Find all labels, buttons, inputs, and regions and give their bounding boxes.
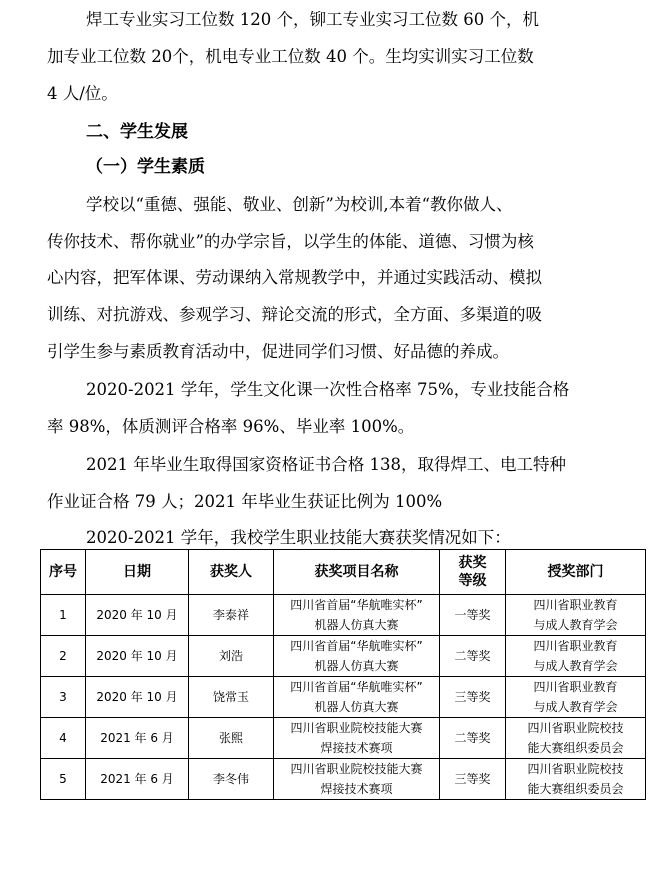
header-winner: 获奖人 xyxy=(189,550,274,595)
cell-line: 四川省职业院校技能大赛 xyxy=(290,762,423,776)
cell-line: 四川省首届“华航唯实杯” xyxy=(290,639,423,653)
cell-dept xyxy=(506,677,646,718)
table-row xyxy=(41,677,646,718)
cell-no: 1 xyxy=(41,595,86,636)
cell-line: 四川省职业院校技能大赛 xyxy=(290,721,423,735)
text-line: 2020-2021 学年，学生文化课一次性合格率 75%，专业技能合格 xyxy=(86,380,570,399)
cell-line: 四川省职业教育 xyxy=(533,680,618,694)
text-line: 心内容，把军体课、劳动课纳入常规教学中，并通过实践活动、模拟 xyxy=(47,268,542,287)
text-line: 传你技术、帮你就业”的办学宗旨，以学生的体能、道德、习惯为核 xyxy=(47,232,534,251)
cell-line: 能大赛组织委员会 xyxy=(527,741,624,755)
cell-line: 四川省首届“华航唯实杯” xyxy=(290,680,423,694)
text-line: 引学生参与素质教育活动中，促进同学们习惯、好品德的养成。 xyxy=(47,342,509,361)
table-intro: 2020-2021 学年，我校学生职业技能大赛获奖情况如下： xyxy=(86,528,511,547)
cell-level: 三等奖 xyxy=(440,759,506,800)
cell-line: 焊接技术赛项 xyxy=(320,741,393,755)
cell-project xyxy=(274,636,440,677)
table-row xyxy=(41,718,646,759)
header-project: 获奖项目名称 xyxy=(274,550,440,595)
header-level xyxy=(440,550,506,595)
cell-dept xyxy=(506,595,646,636)
cell-dept xyxy=(506,636,646,677)
section-heading: 二、学生发展 xyxy=(86,122,188,142)
header-dept: 授奖部门 xyxy=(506,550,646,595)
cell-winner: 李冬伟 xyxy=(189,759,274,800)
cell-dept xyxy=(506,718,646,759)
cell-line: 与成人教育学会 xyxy=(533,618,618,632)
header-no: 序号 xyxy=(41,550,86,595)
cell-level: 一等奖 xyxy=(440,595,506,636)
text-line: 率 98%，体质测评合格率 96%、毕业率 100%。 xyxy=(47,417,415,436)
cell-date: 2020 年 10 月 xyxy=(86,595,189,636)
text-line: 焊工专业实习工位数 120 个，铆工专业实习工位数 60 个，机 xyxy=(86,10,539,29)
table-row xyxy=(41,759,646,800)
header-level-line: 等级 xyxy=(458,573,487,589)
cell-date: 2020 年 10 月 xyxy=(86,636,189,677)
cell-date: 2021 年 6 月 xyxy=(86,759,189,800)
cell-level: 三等奖 xyxy=(440,677,506,718)
cell-winner: 李泰祥 xyxy=(189,595,274,636)
cell-no: 4 xyxy=(41,718,86,759)
text-line: 作业证合格 79 人；2021 年毕业生获证比例为 100% xyxy=(47,492,443,511)
text-line: 学校以“重德、强能、敬业、创新”为校训,本着“教你做人、 xyxy=(86,195,513,214)
cell-dept xyxy=(506,759,646,800)
subsection-heading: （一）学生素质 xyxy=(86,157,205,177)
table-header-row xyxy=(41,550,646,595)
cell-project xyxy=(274,718,440,759)
header-date: 日期 xyxy=(86,550,189,595)
cell-project xyxy=(274,677,440,718)
text-line: 4 人/位。 xyxy=(47,84,118,103)
cell-winner: 饶常玉 xyxy=(189,677,274,718)
text-line: 训练、对抗游戏、参观学习、辩论交流的形式，全方面、多渠道的吸 xyxy=(47,305,542,324)
cell-date: 2021 年 6 月 xyxy=(86,718,189,759)
cell-line: 与成人教育学会 xyxy=(533,659,618,673)
cell-level: 二等奖 xyxy=(440,636,506,677)
cell-line: 四川省职业院校技 xyxy=(527,721,624,735)
cell-line: 四川省职业教育 xyxy=(533,639,618,653)
text-line: 2021 年毕业生取得国家资格证书合格 138，取得焊工、电工特种 xyxy=(86,455,566,474)
cell-line: 四川省首届“华航唯实杯” xyxy=(290,598,423,612)
cell-line: 机器人仿真大赛 xyxy=(314,700,399,714)
cell-project xyxy=(274,759,440,800)
cell-line: 机器人仿真大赛 xyxy=(314,618,399,632)
table-row xyxy=(41,636,646,677)
cell-date: 2020 年 10 月 xyxy=(86,677,189,718)
cell-no: 3 xyxy=(41,677,86,718)
cell-line: 四川省职业教育 xyxy=(533,598,618,612)
text-line: 加专业工位数 20个，机电专业工位数 40 个。生均实训实习工位数 xyxy=(47,47,534,66)
cell-line: 焊接技术赛项 xyxy=(320,782,393,796)
cell-line: 机器人仿真大赛 xyxy=(314,659,399,673)
awards-table xyxy=(40,549,646,800)
table-row xyxy=(41,595,646,636)
cell-project xyxy=(274,595,440,636)
cell-winner: 张熙 xyxy=(189,718,274,759)
cell-line: 能大赛组织委员会 xyxy=(527,782,624,796)
cell-no: 5 xyxy=(41,759,86,800)
header-level-line: 获奖 xyxy=(458,555,487,571)
cell-no: 2 xyxy=(41,636,86,677)
cell-winner: 刘浩 xyxy=(189,636,274,677)
cell-line: 与成人教育学会 xyxy=(533,700,618,714)
cell-level: 二等奖 xyxy=(440,718,506,759)
cell-line: 四川省职业院校技 xyxy=(527,762,624,776)
